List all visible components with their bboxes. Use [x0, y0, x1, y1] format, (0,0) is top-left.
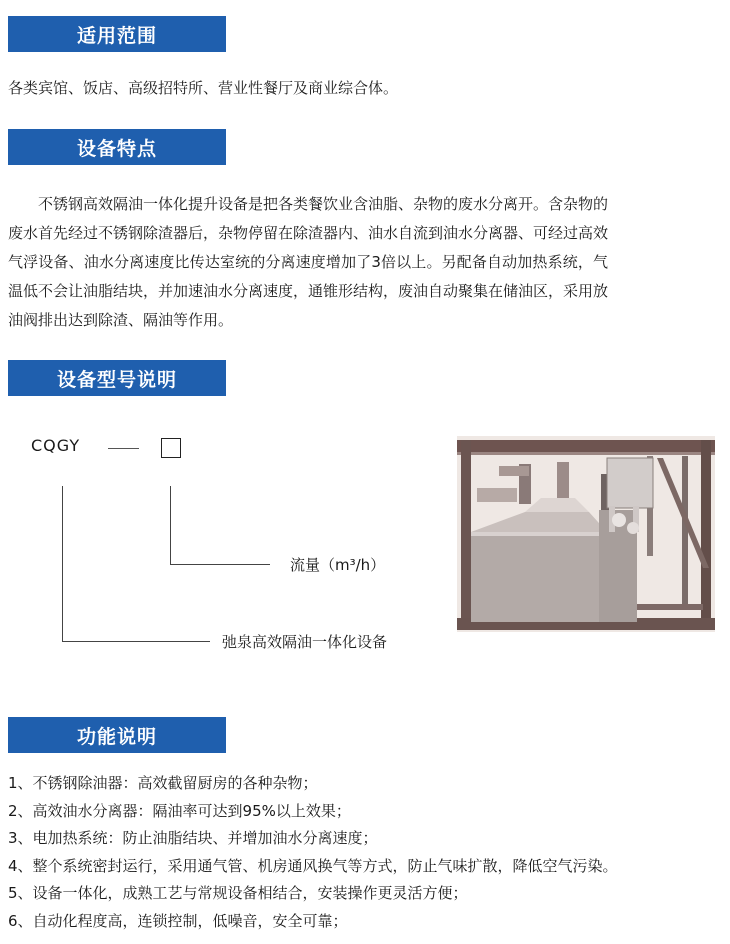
model-dash [108, 448, 139, 449]
list-item: 3、电加热系统：防止油脂结块、并增加油水分离速度； [8, 829, 378, 847]
section-header-scope: 适用范围 [8, 16, 226, 52]
features-paragraph: 不锈钢高效隔油一体化提升设备是把各类餐饮业含油脂、杂物的废水分离开。含杂物的废水首先经过不锈钢除渣器后，杂物停留在除渣器内、油水自流到油水分离器、可经过高效气浮设备、油水分离速度比传达室统的分离速度增加了3倍以上。另配备自动加热系统，气温低不会让油脂结块，并加速油水分离速度，通锥形结构，废油自动聚集在储油区，采用放油阀排出达到除渣、隔油等作用。 [8, 195, 609, 329]
scope-text: 各类宾馆、饭店、高级招特所、营业性餐厅及商业综合体。 [8, 79, 399, 97]
product-label: 弛泉高效隔油一体化设备 [222, 633, 388, 651]
product-connector-horizontal [62, 641, 210, 642]
product-connector-vertical [62, 486, 63, 641]
section-header-functions: 功能说明 [8, 717, 226, 753]
list-item: 1、不锈钢除油器：高效截留厨房的各种杂物； [8, 774, 318, 792]
functions-list [8, 770, 618, 935]
flow-placeholder-box [161, 438, 181, 458]
flow-connector-horizontal [170, 564, 270, 565]
list-item: 2、高效油水分离器：隔油率可达到95%以上效果； [8, 801, 351, 820]
list-item: 5、设备一体化，成熟工艺与常规设备相结合，安装操作更灵活方便； [8, 884, 468, 902]
section-header-features: 设备特点 [8, 129, 226, 165]
flow-label: 流量（m³/h） [290, 556, 386, 574]
equipment-photo [457, 436, 715, 632]
section-header-model: 设备型号说明 [8, 360, 226, 396]
model-code: CQGY [31, 436, 81, 455]
list-item: 6、自动化程度高，连锁控制，低噪音，安全可靠； [8, 911, 348, 930]
flow-connector-vertical [170, 486, 171, 564]
list-item: 4、整个系统密封运行，采用通气管、机房通风换气等方式，防止气味扩散，降低空气污染。 [8, 856, 618, 875]
